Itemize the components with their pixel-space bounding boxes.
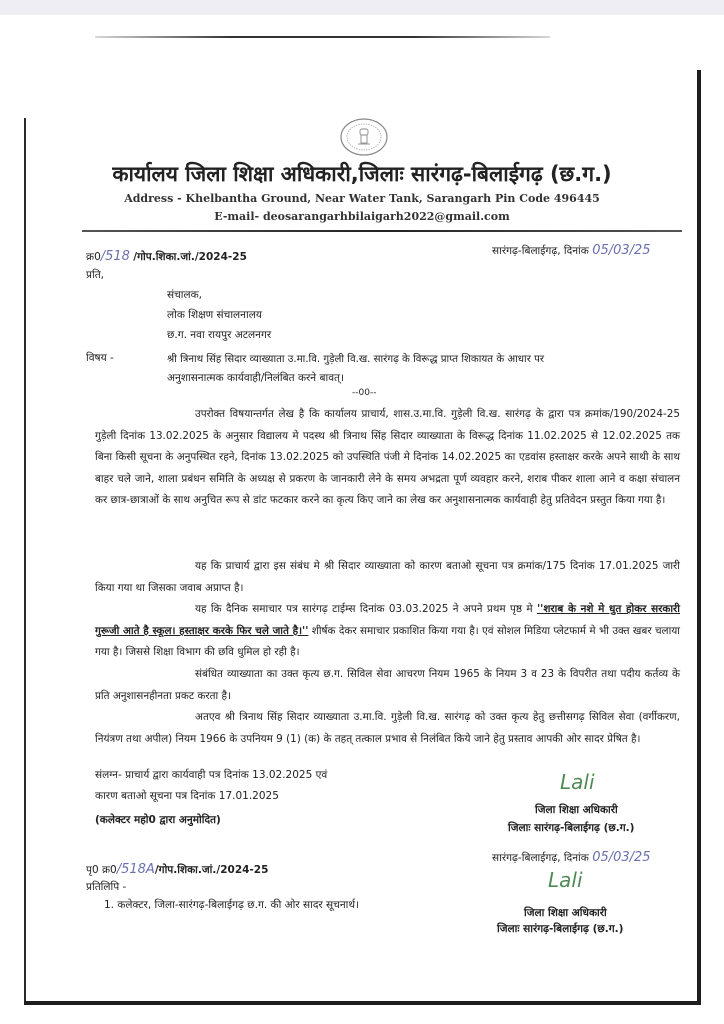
state-emblem-icon	[339, 117, 389, 157]
signature-2: Lali	[548, 868, 583, 892]
body-paragraph-3	[95, 599, 680, 664]
copy-handwritten-date: 05/03/25	[592, 850, 651, 865]
reference-suffix: /गोप.शिका.जां./2024-25	[133, 251, 247, 263]
signatory-district-2: जिलाः सारंगढ़-बिलाईगढ़ (छ.ग.)	[497, 923, 624, 935]
reference-number	[86, 249, 247, 264]
office-email: E-mail- deosarangarhbilaigarh2022@gmail.com	[214, 210, 510, 223]
copy-place-date	[492, 850, 651, 865]
subject-line-1: श्री त्रिनाथ सिंह सिदार व्याख्याता उ.मा.वि. गुड़ेली वि.ख. सारंगढ़ के विरूद्ध प्राप्त शिकायत के आधार पर	[167, 354, 545, 365]
page-border-left	[24, 118, 26, 1003]
enclosure-line-2: कारण बताओ सूचना पत्र दिनांक 17.01.2025	[95, 790, 279, 802]
subject-line-2: अनुशासनात्मक कार्यवाही/निलंबित करने बावत्।	[167, 372, 344, 384]
paragraph-3-end: शीर्षक देकर समाचार प्रकाशित किया गया है। एवं सोशल मिडिया प्लेटफार्म मे भी उक्त खबर चलाया गया है। जिससे शिक्षा विभाग की छवि धुमिल हो रही है।	[95, 624, 680, 658]
copy-handwritten-number: /518A	[116, 862, 155, 877]
handwritten-date: 05/03/25	[592, 243, 651, 258]
office-address: Address - Khelbantha Ground, Near Water Tank, Sarangarh Pin Code 496445	[124, 192, 600, 205]
body-paragraph-5: अतएव श्री त्रिनाथ सिंह सिदार व्याख्याता उ.मा.वि. गुड़ेली वि.ख. सारंगढ़ को उक्त कृत्य हेतु छत्तीसगढ़ सिविल सेवा (वर्गीकरण, नियंत्रण तथा अपील) नियम 1966 के उपनियम 9 (1) (क) के तहत् तत्काल प्रभाव से निलंबित किये जाने हेतु प्रस्ताव आपकी ओर सादर प्रेषित है।	[95, 711, 680, 745]
body-paragraph-4: संबंधित व्याख्याता का उक्त कृत्य छ.ग. सिविल सेवा आचरण नियम 1965 के नियम 3 व 23 के विपरीत तथा पदीय कर्तव्य के प्रति अनुशासनहीनता प्रकट करता है।	[95, 668, 680, 702]
scan-top-strip	[0, 0, 724, 15]
signatory-designation-1: जिला शिक्षा अधिकारी	[535, 804, 618, 816]
body-paragraph-1: उपरोक्त विषयान्तर्गत लेख है कि कार्यालय प्राचार्य, शास.उ.मा.वि. गुड़ेली वि.ख. सारंगढ़ के द्वारा पत्र क्रमांक/190/2024-25 गुड़ेली दिनांक 13.02.2025 के अनुसार विद्यालय मे पदस्थ श्री त्रिनाथ सिंह सिदार व्याख्याता के विरूद्ध दिनांक 11.02.2025 से 12.02.2025 तक बिना किसी सूचना के अनुपस्थित रहने, दिनांक 13.02.2025 को उपस्थिति पंजी मे दिनांक 14.02.2025 का एडवांस हस्ताक्षर करके अपने साथी के साथ बाहर चले जाने, शाला प्रबंधन समिति के अध्यक्ष से प्रकरण के जानकारी लेने के समय अभद्रता पूर्ण व्यवहार करने, शराब पीकर शाला आने व कक्षा संचालन कर छात्र-छात्राओं के साथ अनुचित रूप से डांट फटकार करने का कृत्य किए जाने का लेख कर अनुशासनात्मक कार्यवाही हेतु प्रतिवेदन प्रस्तुत किया गया है।	[95, 408, 680, 506]
recipient-line: संचालक,	[167, 289, 203, 301]
signatory-district-1: जिलाः सारंगढ़-बिलाईगढ़ (छ.ग.)	[508, 822, 635, 834]
place-date	[492, 243, 651, 258]
page-edge-line	[95, 36, 550, 38]
copy-place-date-label: सारंगढ़-बिलाईगढ़, दिनांक	[492, 852, 589, 864]
copy-reference-suffix: /गोप.शिका.जां./2024-25	[154, 864, 269, 876]
copy-reference-prefix: पृ0 क्र0	[86, 864, 117, 876]
copy-label: प्रतिलिपि -	[86, 881, 127, 893]
reference-prefix: क्र0	[86, 251, 101, 263]
office-title: कार्यालय जिला शिक्षा अधिकारी,जिलाः सारंगढ़-बिलाईगढ़ (छ.ग.)	[112, 162, 612, 186]
place-date-label: सारंगढ़-बिलाईगढ़, दिनांक	[492, 245, 589, 257]
copy-reference-number	[86, 862, 268, 877]
signature-1: Lali	[560, 770, 595, 794]
recipient-line: छ.ग. नवा रायपुर अटलनगर	[167, 329, 272, 341]
copy-item: 1. कलेक्टर, जिला-सारंगढ़-बिलाईगढ़ छ.ग. की ओर सादर सूचनार्थ।	[104, 899, 360, 911]
signatory-designation-2: जिला शिक्षा अधिकारी	[524, 907, 607, 919]
subject-separator: --00--	[352, 388, 377, 398]
paragraph-3-start: यह कि दैनिक समाचार पत्र सारंगढ़ टाईम्स दिनांक 03.03.2025 ने अपने प्रथम पृष्ठ मे	[195, 603, 537, 615]
to-label: प्रति,	[86, 269, 105, 281]
reference-handwritten-number: /518	[100, 249, 130, 264]
subject-label: विषय -	[86, 352, 114, 364]
page-border-bottom	[24, 1001, 701, 1005]
recipient-line: लोक शिक्षण संचालनालय	[167, 309, 262, 321]
header-divider	[82, 230, 682, 232]
body-paragraph-2: यह कि प्राचार्य द्वारा इस संबंध मे श्री सिदार व्याख्याता को कारण बताओ सूचना पत्र क्रमांक/175 दिनांक 17.01.2025 जारी किया गया था जिसका जवाब अप्राप्त है।	[95, 560, 680, 594]
collector-approval: (कलेक्टर महो0 द्वारा अनुमोदित)	[95, 814, 221, 826]
enclosure-line-1: संलग्न- प्राचार्य द्वारा कार्यवाही पत्र दिनांक 13.02.2025 एवं	[95, 769, 328, 781]
newspaper-headline: ''शराब के नशे मे धुत होकर सरकारी गुरूजी आते है स्कूल। हस्ताक्षर करके फिर चले जाते है।''	[95, 603, 680, 637]
